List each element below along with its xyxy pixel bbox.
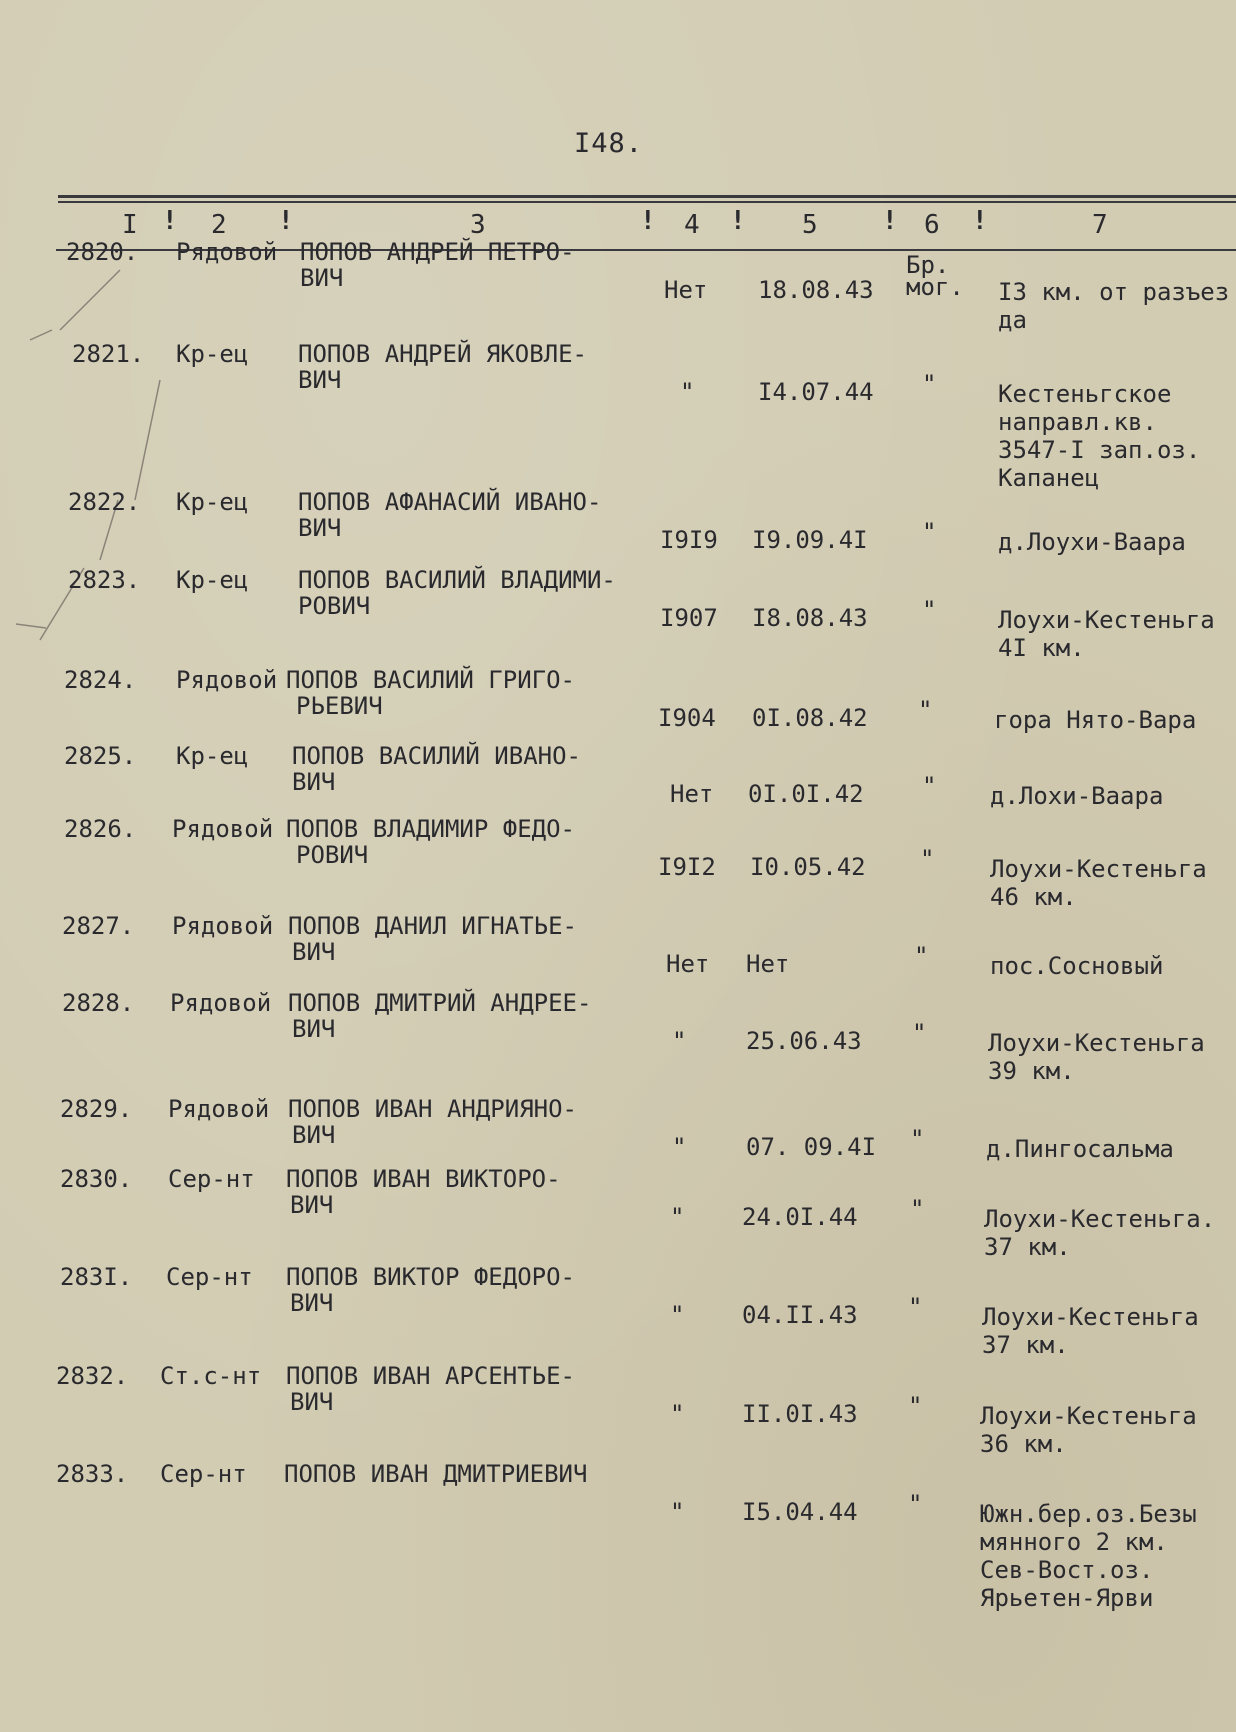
record-name-line1: ПОПОВ ДАНИЛ ИГНАТЬЕ- bbox=[288, 912, 577, 940]
record-number: 2820. bbox=[66, 238, 139, 266]
record-burial-type: " bbox=[912, 1019, 927, 1047]
record-rank: Рядовой bbox=[172, 912, 274, 940]
record-name-line1: ПОПОВ ВАСИЛИЙ ИВАНО- bbox=[292, 742, 581, 770]
record-row bbox=[0, 488, 1236, 556]
col-header-1: I bbox=[122, 210, 138, 240]
record-name-line1: ПОПОВ ИВАН АРСЕНТЬЕ- bbox=[286, 1362, 575, 1390]
col-header-6: 6 bbox=[924, 210, 940, 240]
record-number: 2824. bbox=[64, 666, 137, 694]
record-row bbox=[0, 1362, 1236, 1458]
record-burial-type: " bbox=[922, 596, 937, 624]
burial-place-line: 39 км. bbox=[988, 1057, 1075, 1085]
burial-place-line: направл.кв. bbox=[998, 408, 1157, 436]
record-number: 2833. bbox=[56, 1460, 129, 1488]
record-name-line2: РОВИЧ bbox=[298, 592, 371, 620]
record-burial-type: " bbox=[908, 1293, 923, 1321]
burial-place-line: мянного 2 км. bbox=[980, 1528, 1168, 1556]
burial-place-line: да bbox=[998, 306, 1027, 334]
record-rank: Сер-нт bbox=[166, 1263, 253, 1291]
record-death-date: II.0I.43 bbox=[742, 1400, 858, 1428]
burial-place-line: д.Пингосальма bbox=[986, 1135, 1174, 1163]
record-birth-year: I9I9 bbox=[660, 526, 718, 554]
record-number: 2825. bbox=[64, 742, 137, 770]
record-birth-year: I907 bbox=[660, 604, 718, 632]
burial-place-line: Ярьетен-Ярви bbox=[980, 1584, 1154, 1612]
record-birth-year: " bbox=[672, 1027, 687, 1055]
record-burial-type: " bbox=[922, 518, 937, 546]
burial-place-line: I3 км. от разъез bbox=[998, 278, 1230, 306]
record-birth-year: Нет bbox=[666, 950, 710, 978]
record-death-date: 0I.0I.42 bbox=[748, 780, 864, 808]
burial-place-line: гора Нято-Вара bbox=[994, 706, 1197, 734]
record-burial-place bbox=[998, 528, 1186, 556]
record-row bbox=[0, 912, 1236, 980]
record-burial-place bbox=[994, 706, 1196, 734]
col-header-2: 2 bbox=[211, 210, 227, 240]
record-birth-year: Нет bbox=[664, 276, 708, 304]
record-rank: Рядовой bbox=[170, 989, 272, 1017]
record-rank: Сер-нт bbox=[160, 1460, 247, 1488]
record-rank: Рядовой bbox=[168, 1095, 270, 1123]
record-death-date: 18.08.43 bbox=[758, 276, 874, 304]
col-divider: ! bbox=[278, 206, 294, 236]
record-rank: Сер-нт bbox=[168, 1165, 255, 1193]
col-divider: ! bbox=[882, 206, 898, 236]
record-burial-place bbox=[982, 1303, 1199, 1359]
burial-place-line: Лоухи-Кестеньга. bbox=[984, 1205, 1216, 1233]
col-divider: ! bbox=[640, 206, 656, 236]
record-burial-place bbox=[998, 278, 1229, 334]
record-rank: Рядовой bbox=[172, 815, 274, 843]
burial-place-line: 3547-I зап.оз. bbox=[998, 436, 1201, 464]
burial-place-line: Лоухи-Кестеньга bbox=[988, 1029, 1205, 1057]
burial-place-line: Капанец bbox=[998, 464, 1100, 492]
record-name-line2: ВИЧ bbox=[290, 1289, 334, 1317]
record-number: 2823. bbox=[68, 566, 141, 594]
record-burial-place bbox=[980, 1500, 1197, 1612]
record-death-date: 0I.08.42 bbox=[752, 704, 868, 732]
burial-place-line: пос.Сосновый bbox=[990, 952, 1164, 980]
col-header-4: 4 bbox=[684, 210, 700, 240]
record-number: 2828. bbox=[62, 989, 135, 1017]
record-name-line1: ПОПОВ ИВАН АНДРИЯНО- bbox=[288, 1095, 577, 1123]
record-number: 2830. bbox=[60, 1165, 133, 1193]
record-number: 283I. bbox=[60, 1263, 133, 1291]
table-top-rule bbox=[58, 195, 1236, 198]
table-top-rule-2 bbox=[58, 201, 1236, 203]
record-name-line2: РОВИЧ bbox=[296, 841, 369, 869]
record-burial-place bbox=[980, 1402, 1197, 1458]
record-burial-type: " bbox=[922, 772, 937, 800]
record-birth-year: I9I2 bbox=[658, 853, 716, 881]
record-burial-type: " bbox=[920, 845, 935, 873]
record-number: 2832. bbox=[56, 1362, 129, 1390]
record-rank: Ст.с-нт bbox=[160, 1362, 262, 1390]
burial-place-line: 46 км. bbox=[990, 883, 1077, 911]
burial-place-line: Лоухи-Кестеньга bbox=[980, 1402, 1197, 1430]
record-birth-year: " bbox=[670, 1498, 685, 1526]
record-death-date: I4.07.44 bbox=[758, 378, 874, 406]
record-row bbox=[0, 340, 1236, 492]
record-row bbox=[0, 742, 1236, 810]
burial-place-line: Южн.бер.оз.Безы bbox=[980, 1500, 1197, 1528]
record-row bbox=[0, 238, 1236, 334]
record-rank: Кр-ец bbox=[176, 566, 249, 594]
record-name-line2: ВИЧ bbox=[298, 514, 342, 542]
record-name-line2: ВИЧ bbox=[290, 1388, 334, 1416]
record-burial-type: " bbox=[922, 370, 937, 398]
record-name-line2: РЬЕВИЧ bbox=[296, 692, 383, 720]
record-burial-type: " bbox=[908, 1392, 923, 1420]
record-rank: Рядовой bbox=[176, 238, 278, 266]
record-name-line2: ВИЧ bbox=[292, 768, 336, 796]
record-rank: Кр-ец bbox=[176, 742, 249, 770]
burial-place-line: д.Лоухи-Ваара bbox=[998, 528, 1186, 556]
record-row bbox=[0, 666, 1236, 734]
record-burial-place bbox=[998, 606, 1215, 662]
record-death-date: 24.0I.44 bbox=[742, 1203, 858, 1231]
burial-place-line: 37 км. bbox=[984, 1233, 1071, 1261]
record-birth-year: " bbox=[670, 1400, 685, 1428]
record-row bbox=[0, 989, 1236, 1085]
record-row bbox=[0, 815, 1236, 911]
record-name-line1: ПОПОВ ИВАН ДМИТРИЕВИЧ bbox=[284, 1460, 588, 1488]
record-number: 2822. bbox=[68, 488, 141, 516]
record-burial-type: " bbox=[910, 1195, 925, 1223]
record-rank: Рядовой bbox=[176, 666, 278, 694]
record-death-date: 04.II.43 bbox=[742, 1301, 858, 1329]
record-name-line2: ВИЧ bbox=[300, 264, 344, 292]
record-name-line2: ВИЧ bbox=[292, 1121, 336, 1149]
burial-place-line: д.Лохи-Ваара bbox=[990, 782, 1164, 810]
record-death-date: I9.09.4I bbox=[752, 526, 868, 554]
record-death-date: I5.04.44 bbox=[742, 1498, 858, 1526]
record-burial-place bbox=[988, 1029, 1205, 1085]
record-burial-place bbox=[998, 380, 1200, 492]
record-burial-type: " bbox=[918, 696, 933, 724]
record-row bbox=[0, 566, 1236, 662]
record-row bbox=[0, 1263, 1236, 1359]
record-row bbox=[0, 1165, 1236, 1261]
burial-place-line: Лоухи-Кестеньга bbox=[990, 855, 1207, 883]
record-burial-type: " bbox=[914, 942, 929, 970]
record-burial-place bbox=[990, 782, 1163, 810]
record-burial-place bbox=[990, 952, 1163, 980]
record-name-line1: ПОПОВ ВЛАДИМИР ФЕДО- bbox=[286, 815, 575, 843]
record-number: 2827. bbox=[62, 912, 135, 940]
record-birth-year: " bbox=[672, 1133, 687, 1161]
record-number: 2826. bbox=[64, 815, 137, 843]
record-name-line2: ВИЧ bbox=[292, 938, 336, 966]
record-number: 2829. bbox=[60, 1095, 133, 1123]
burial-place-line: Лоухи-Кестеньга bbox=[982, 1303, 1199, 1331]
record-rank: Кр-ец bbox=[176, 488, 249, 516]
record-burial-place bbox=[984, 1205, 1215, 1261]
record-birth-year: I904 bbox=[658, 704, 716, 732]
record-name-line1: ПОПОВ ВИКТОР ФЕДОРО- bbox=[286, 1263, 575, 1291]
col-header-7: 7 bbox=[1092, 210, 1108, 240]
record-row bbox=[0, 1460, 1236, 1612]
burial-place-line: 36 км. bbox=[980, 1430, 1067, 1458]
record-name-line1: ПОПОВ АФАНАСИЙ ИВАНО- bbox=[298, 488, 602, 516]
record-birth-year: Нет bbox=[670, 780, 714, 808]
col-header-3: 3 bbox=[470, 210, 486, 240]
record-name-line1: ПОПОВ АНДРЕЙ ПЕТРО- bbox=[300, 238, 575, 266]
record-death-date: I0.05.42 bbox=[750, 853, 866, 881]
record-burial-type bbox=[906, 251, 964, 301]
col-header-5: 5 bbox=[802, 210, 818, 240]
record-name-line2: ВИЧ bbox=[290, 1191, 334, 1219]
record-death-date: 25.06.43 bbox=[746, 1027, 862, 1055]
record-birth-year: " bbox=[670, 1301, 685, 1329]
burial-place-line: Лоухи-Кестеньга bbox=[998, 606, 1215, 634]
burial-type-line: мог. bbox=[906, 273, 964, 301]
record-birth-year: " bbox=[680, 378, 695, 406]
record-name-line1: ПОПОВ ВАСИЛИЙ ГРИГО- bbox=[286, 666, 575, 694]
burial-place-line: Сев-Вост.оз. bbox=[980, 1556, 1154, 1584]
record-birth-year: " bbox=[670, 1203, 685, 1231]
burial-place-line: 4I км. bbox=[998, 634, 1085, 662]
record-name-line2: ВИЧ bbox=[298, 366, 342, 394]
col-divider: ! bbox=[162, 206, 178, 236]
record-name-line1: ПОПОВ ИВАН ВИКТОРО- bbox=[286, 1165, 561, 1193]
record-name-line1: ПОПОВ ВАСИЛИЙ ВЛАДИМИ- bbox=[298, 566, 616, 594]
record-number: 2821. bbox=[72, 340, 145, 368]
record-rank: Кр-ец bbox=[176, 340, 249, 368]
record-row bbox=[0, 1095, 1236, 1163]
record-death-date: I8.08.43 bbox=[752, 604, 868, 632]
record-burial-place bbox=[990, 855, 1207, 911]
burial-place-line: 37 км. bbox=[982, 1331, 1069, 1359]
col-divider: ! bbox=[730, 206, 746, 236]
col-divider: ! bbox=[972, 206, 988, 236]
burial-type-line: Бр. bbox=[906, 251, 950, 279]
record-name-line1: ПОПОВ АНДРЕЙ ЯКОВЛЕ- bbox=[298, 340, 587, 368]
record-burial-place bbox=[986, 1135, 1174, 1163]
record-burial-type: " bbox=[908, 1490, 923, 1518]
page-number: I48. bbox=[574, 128, 644, 159]
record-death-date: 07. 09.4I bbox=[746, 1133, 877, 1161]
record-name-line1: ПОПОВ ДМИТРИЙ АНДРЕЕ- bbox=[288, 989, 592, 1017]
burial-place-line: Кестеньгское bbox=[998, 380, 1172, 408]
record-death-date: Нет bbox=[746, 950, 790, 978]
record-burial-type: " bbox=[910, 1125, 925, 1153]
record-name-line2: ВИЧ bbox=[292, 1015, 336, 1043]
